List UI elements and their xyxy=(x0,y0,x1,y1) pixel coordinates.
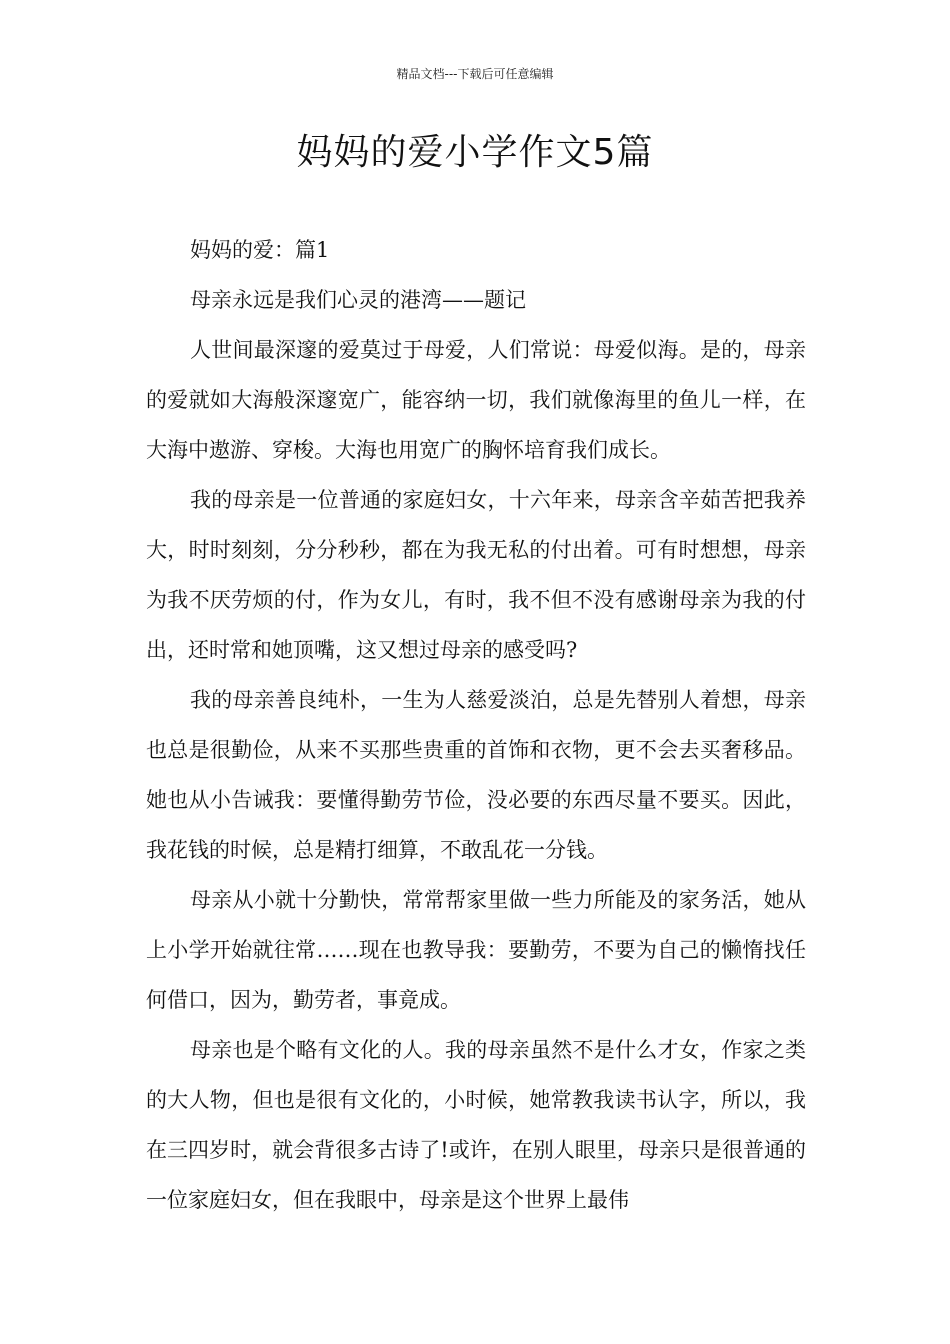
header-note: 精品文档---下载后可任意编辑 xyxy=(396,67,554,81)
paragraph: 我的母亲善良纯朴，一生为人慈爱淡泊，总是先替别人着想，母亲也总是很勤俭，从来不买那些贵重的首饰和衣物，更不会去买奢移品。她也从小告诫我：要懂得勤劳节俭，没必要的东西尽量不要买。因此，我花钱的时候，总是精打细算，不敢乱花一分钱。 xyxy=(146,688,806,862)
document-body xyxy=(146,225,806,1225)
paragraph: 母亲也是个略有文化的人。我的母亲虽然不是什么才女，作家之类的大人物，但也是很有文化的，小时候，她常教我读书认字，所以，我在三四岁时，就会背很多古诗了!或许，在别人眼里，母亲只是很普通的一位家庭妇女，但在我眼中，母亲是这个世界上最伟 xyxy=(146,1038,806,1212)
document-title: 妈妈的爱小学作文5篇 xyxy=(296,132,654,173)
section-heading: 妈妈的爱：篇1 xyxy=(190,238,330,262)
paragraph: 母亲从小就十分勤快，常常帮家里做一些力所能及的家务活，她从上小学开始就往常……现在也教导我：要勤劳，不要为自己的懒惰找任何借口，因为，勤劳者，事竟成。 xyxy=(146,888,806,1012)
paragraph: 我的母亲是一位普通的家庭妇女，十六年来，母亲含辛茹苦把我养大，时时刻刻，分分秒秒，都在为我无私的付出着。可有时想想，母亲为我不厌劳烦的付，作为女儿，有时，我不但不没有感谢母亲为我的付出，还时常和她顶嘴，这又想过母亲的感受吗? xyxy=(146,488,806,662)
epigraph: 母亲永远是我们心灵的港湾——题记 xyxy=(190,288,526,312)
paragraph: 人世间最深邃的爱莫过于母爱，人们常说：母爱似海。是的，母亲的爱就如大海般深邃宽广，能容纳一切，我们就像海里的鱼儿一样，在大海中遨游、穿梭。大海也用宽广的胸怀培育我们成长。 xyxy=(146,338,806,462)
